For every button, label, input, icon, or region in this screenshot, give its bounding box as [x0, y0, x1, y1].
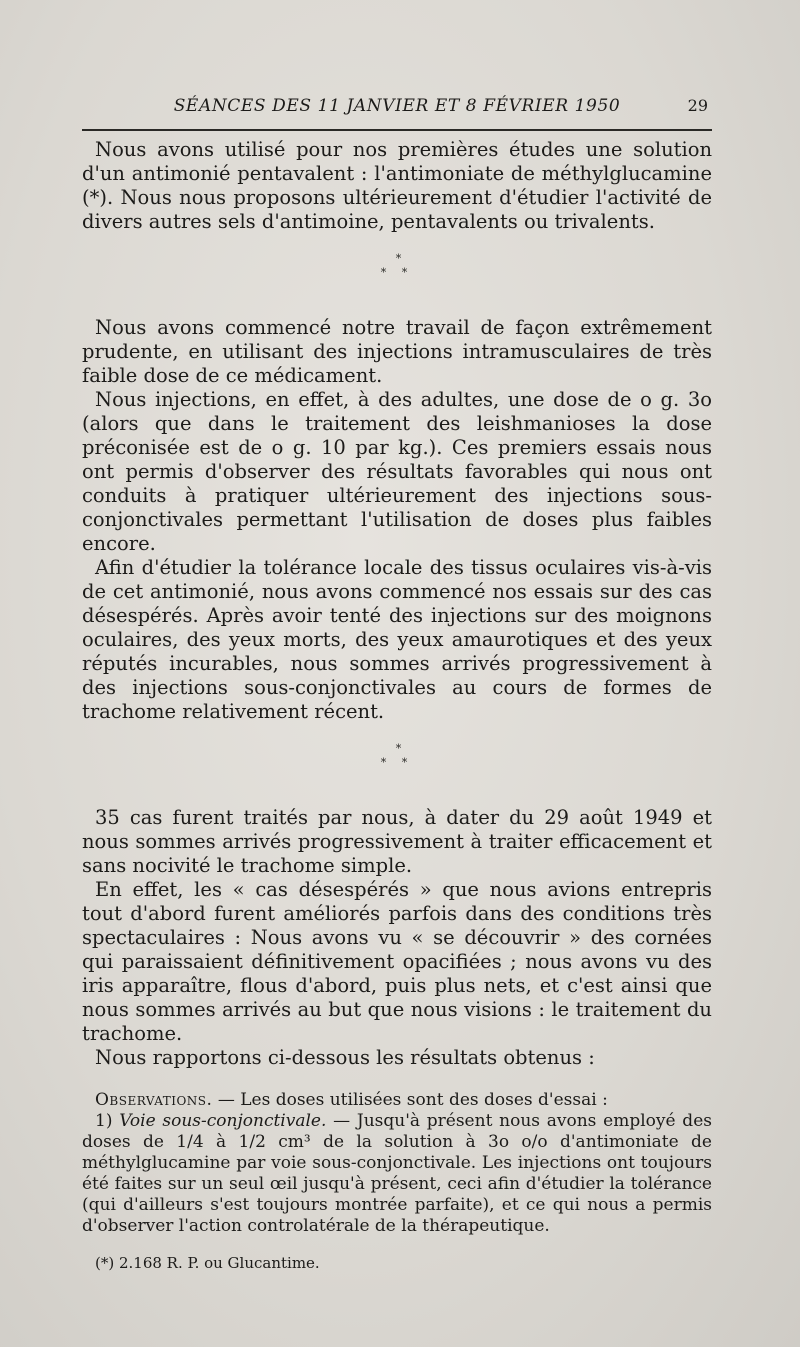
observation-item-title: Voie sous-conjonctivale.: [119, 1111, 327, 1131]
paragraph-intro: Nous avons utilisé pour nos premières études une solution d'un antimonié pentavalent : l'antimoniate de méthylglucamine (*). Nous nous proposons ultérieurement d'étudier l'activité de divers autres sels d'antimoine, pentavalents ou trivalents.: [82, 138, 712, 233]
observations-heading-rest: — Les doses utilisées sont des doses d'essai :: [212, 1090, 608, 1110]
page-number: 29: [687, 96, 708, 115]
body-text: [82, 138, 712, 1273]
separator-star-top: *: [395, 742, 402, 755]
observations-section: [82, 1090, 712, 1237]
footnote: (*) 2.168 R. P. ou Glucantime.: [95, 1254, 320, 1272]
paragraph-results: En effet, les « cas désespérés » que nous avions entrepris tout d'abord furent améliorés parfois dans des conditions très spectaculaires : Nous avons vu « se découvrir » des cornées qui paraissaient définitivement opacifiées ; nous avons vu des iris apparaître, flous d'abord, puis plus nets, et c'est ainsi que nous sommes arrivés au but que nous visions : le traitement du trachome.: [82, 878, 712, 1045]
observation-item-text: — Jusqu'à présent nous avons employé des doses de 1/4 à 1/2 cm³ de la solution à 3o o/o d'antimoniate de méthylglucamine par voie sous-conjonctivale. Les injections ont toujours été faites sur un seul œil jusqu'à présent, ceci afin d'étudier la tolérance (qui d'ailleurs s'est toujours montrée parfaite), et ce qui nous a permis d'observer l'action controlatérale de la thérapeutique.: [82, 1111, 712, 1236]
observation-item-number: 1): [95, 1111, 120, 1131]
separator-star-top: *: [395, 252, 402, 265]
observations-heading: Observations.: [95, 1090, 213, 1110]
page-header: [82, 96, 712, 126]
section-separator: [82, 742, 712, 790]
paragraph-method: Nous avons commencé notre travail de façon extrêmement prudente, en utilisant des injections intramusculaires de très faible dose de ce médicament.: [82, 316, 712, 387]
observations-intro: [82, 1090, 712, 1111]
paragraph-cases: 35 cas furent traités par nous, à dater du 29 août 1949 et nous sommes arrivés progressivement à traiter efficacement et sans nocivité le trachome simple.: [82, 806, 712, 877]
running-head: SÉANCES DES 11 JANVIER ET 8 FÉVRIER 1950: [173, 96, 621, 116]
paragraph-report: Nous rapportons ci-dessous les résultats obtenus :: [95, 1046, 595, 1069]
section-separator: [82, 252, 712, 300]
header-rule: [82, 129, 712, 131]
separator-star-bottom: * *: [380, 756, 414, 769]
separator-star-bottom: * *: [380, 266, 414, 279]
paragraph-injections: Nous injections, en effet, à des adultes, une dose de o g. 3o (alors que dans le traitement des leishmanioses la dose préconisée est de o g. 10 par kg.). Ces premiers essais nous ont permis d'observer des résultats favorables qui nous ont conduits à pratiquer ultérieurement des injections sous-conjonctivales permettant l'utilisation de doses plus faibles encore.: [82, 388, 712, 555]
observation-item-1: [82, 1111, 712, 1237]
paragraph-tolerance: Afin d'étudier la tolérance locale des tissus oculaires vis-à-vis de cet antimonié, nous avons commencé nos essais sur des cas désespérés. Après avoir tenté des injections sur des moignons oculaires, des yeux morts, des yeux amaurotiques et des yeux réputés incurables, nous sommes arrivés progressivement à des injections sous-conjonctivales au cours de formes de trachome relativement récent.: [82, 556, 712, 723]
